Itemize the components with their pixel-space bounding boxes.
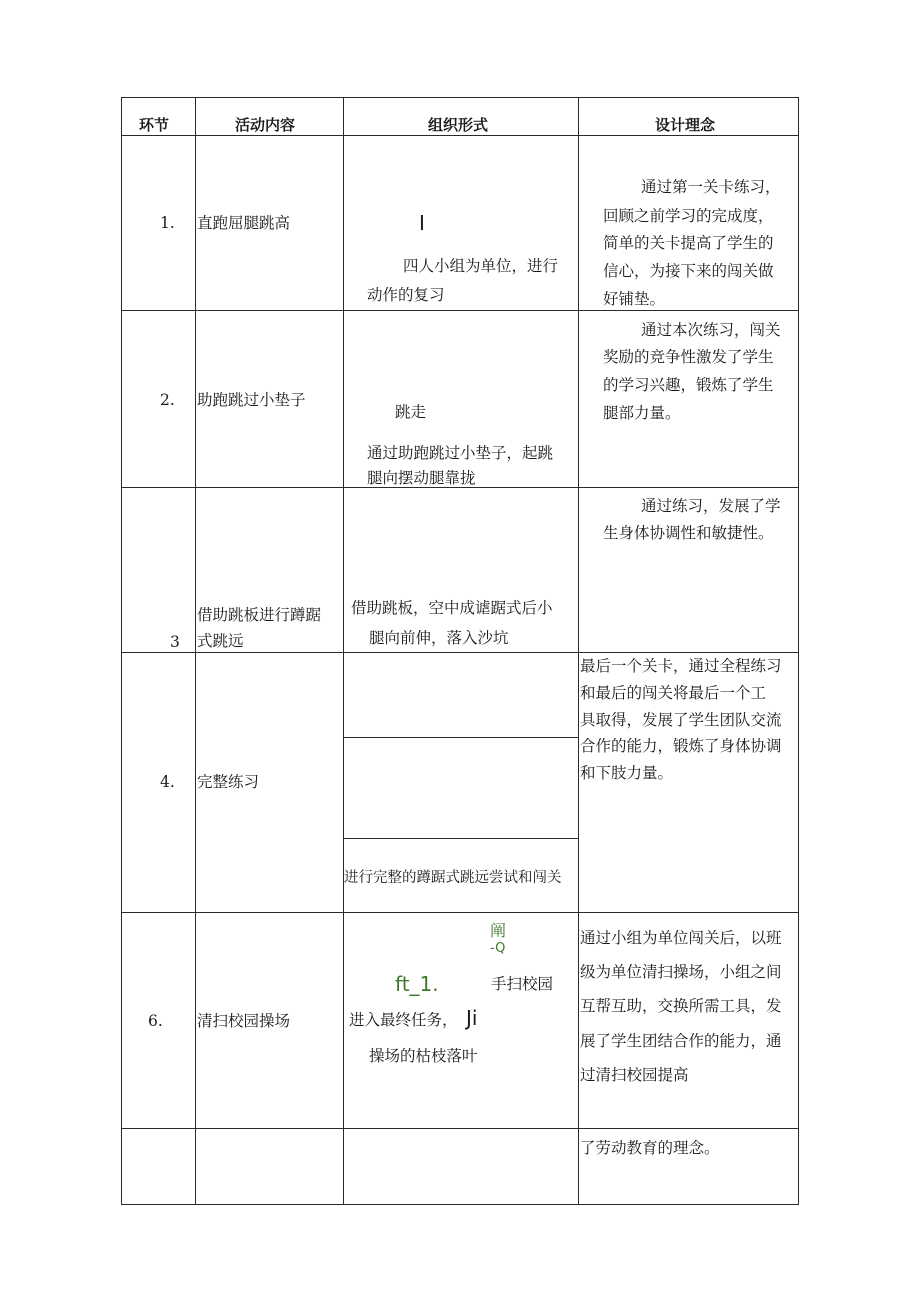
inner-divider <box>343 737 578 738</box>
garbled-glyph: 阐 <box>490 921 507 940</box>
idea-text-line: 回顾之前学习的完成度， <box>603 207 774 225</box>
idea-text-line: 和最后的闯关将最后一个工 <box>580 684 767 702</box>
header-section: 环节 <box>139 116 170 134</box>
org-text: 进行完整的蹲踞式跳远尝试和闯关 <box>344 870 562 886</box>
idea-text-line: 了劳动教育的理念。 <box>580 1139 720 1157</box>
org-mark: I <box>419 211 425 235</box>
row-number: 1. <box>160 214 175 232</box>
idea-text-line: 简单的关卡提高了学生的 <box>603 234 774 252</box>
table-border-bottom <box>121 1204 799 1205</box>
idea-text-line: 生身体协调性和敏捷性。 <box>603 524 774 542</box>
header-organization: 组织形式 <box>428 116 489 134</box>
activity-content: 直跑屈腿跳高 <box>197 214 291 232</box>
row-divider <box>121 310 799 311</box>
org-text-line: 借助跳板，空中成谑踞式后小 <box>351 599 553 617</box>
idea-text-line: 腿部力量。 <box>603 404 681 422</box>
org-text-line: 腿向摆动腿靠拢 <box>367 469 476 487</box>
idea-text-line: 奖励的竞争性激发了学生 <box>603 348 774 366</box>
idea-text-line: 合作的能力，锻炼了身体协调 <box>580 737 782 755</box>
garbled-glyph: ft_1. <box>395 972 439 996</box>
activity-content: 完整练习 <box>197 773 260 791</box>
idea-text-line: 通过本次练习，闯关 <box>641 321 781 339</box>
org-text-line: 跳走 <box>395 403 427 421</box>
org-text-line: 操场的枯枝落叶 <box>369 1047 478 1065</box>
row-number: 3 <box>170 633 180 651</box>
idea-text-line: 的学习兴趣，锻炼了学生 <box>603 376 774 394</box>
row-divider <box>121 1128 799 1129</box>
activity-content-line: 借助跳板进行蹲踞 <box>197 606 322 624</box>
row-divider <box>121 912 799 913</box>
org-text-line: 腿向前伸，落入沙坑 <box>369 629 509 647</box>
idea-text-line: 最后一个关卡，通过全程练习 <box>580 657 782 675</box>
column-divider <box>195 97 196 1205</box>
column-divider <box>343 97 344 1205</box>
idea-text-line: 通过小组为单位闯关后，以班 <box>580 929 782 947</box>
idea-text-line: 过清扫校园提高 <box>580 1066 689 1084</box>
row-number: 2. <box>160 391 175 409</box>
idea-text-line: 和下肢力量。 <box>580 764 674 782</box>
idea-text-line: 展了学生团结合作的能力，通 <box>580 1032 782 1050</box>
table-border-left <box>121 97 122 1205</box>
row-number: 4. <box>160 773 175 791</box>
org-text-line: 通过助跑跳过小垫子，起跳 <box>367 444 554 462</box>
idea-text-line: 信心，为接下来的闯关做 <box>603 262 774 280</box>
idea-text-line: 互帮互助，交换所需工具，发 <box>580 997 782 1015</box>
activity-content: 助跑跳过小垫子 <box>197 391 306 409</box>
garbled-glyph: Ji <box>466 1006 478 1030</box>
column-divider <box>578 97 579 1205</box>
idea-text-line: 好铺垫。 <box>603 290 666 308</box>
activity-content-line: 式跳远 <box>197 632 244 650</box>
org-text-line: 手扫校园 <box>491 975 554 993</box>
org-text-line: 动作的复习 <box>367 286 445 304</box>
table-border-top <box>121 97 799 98</box>
activity-content: 清扫校园操场 <box>197 1012 291 1030</box>
header-activity: 活动内容 <box>235 116 296 134</box>
idea-text-line: 级为单位清扫操场，小组之间 <box>580 963 782 981</box>
idea-text-line: 具取得，发展了学生团队交流 <box>580 711 782 729</box>
header-design-idea: 设计理念 <box>655 116 716 134</box>
idea-text-line: 通过第一关卡练习， <box>641 178 781 196</box>
idea-text-line: 通过练习，发展了学 <box>641 497 781 515</box>
garbled-glyph: -Q <box>490 941 506 956</box>
org-text-line: 四人小组为单位，进行 <box>403 257 559 275</box>
row-number: 6. <box>148 1012 163 1030</box>
table-border-right <box>798 97 799 1205</box>
org-text-line: 进入最终任务， <box>349 1011 458 1029</box>
inner-divider <box>343 838 578 839</box>
